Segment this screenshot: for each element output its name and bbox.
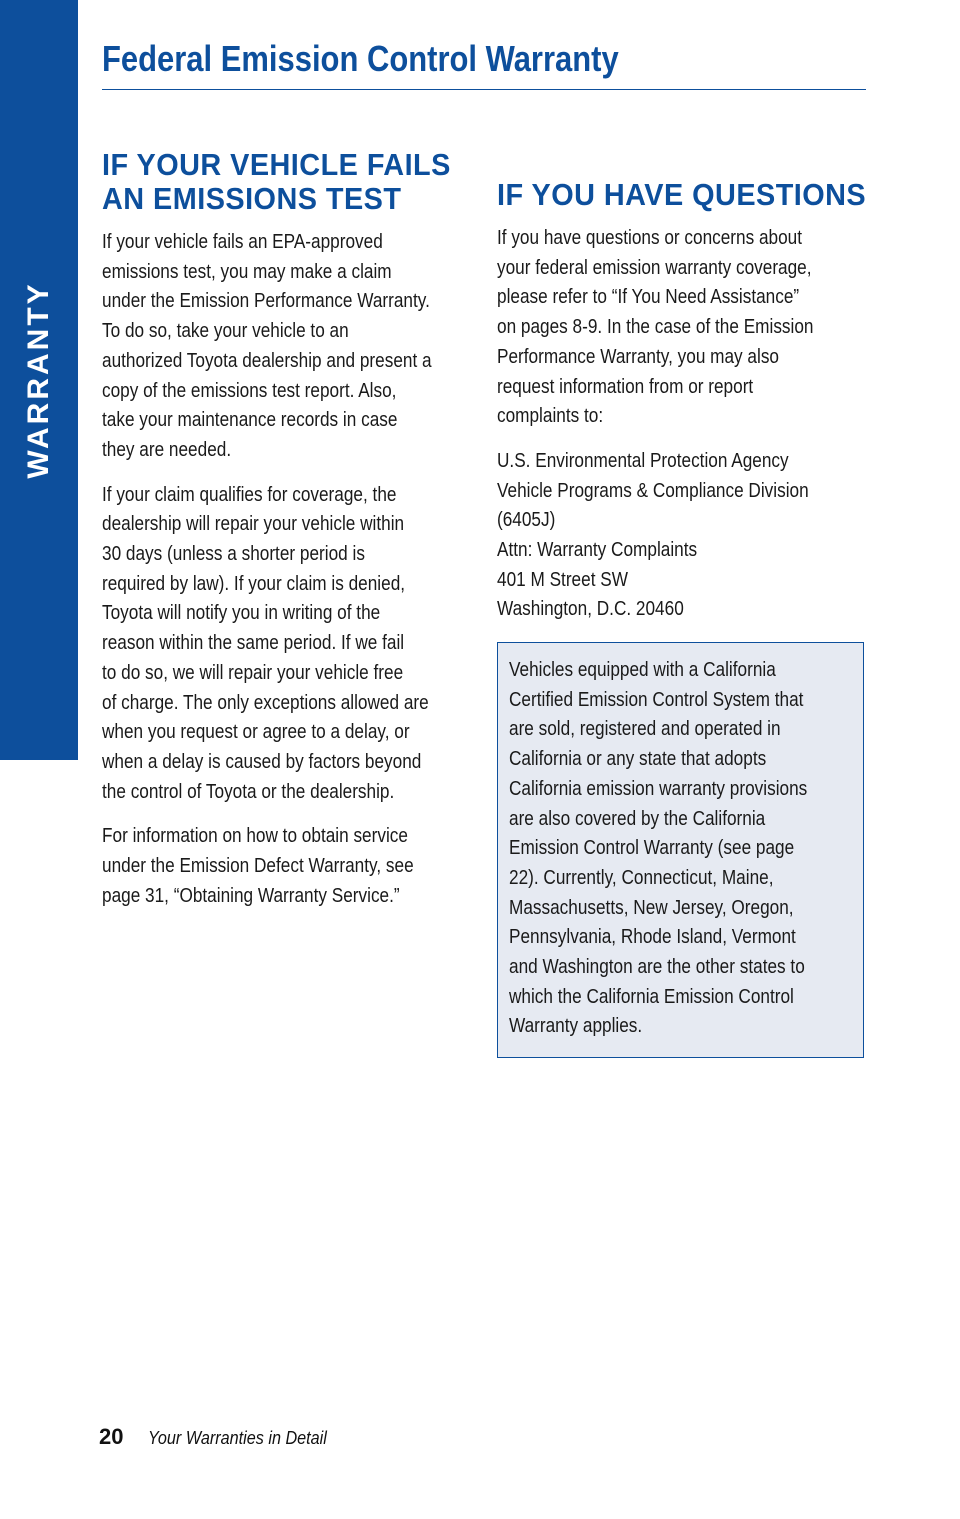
text-line: please refer to “If You Need Assistance”: [497, 286, 800, 309]
text-line: California emission warranty provisions: [509, 777, 808, 800]
text-line: California or any state that adopts: [509, 748, 767, 771]
address-line: Washington, D.C. 20460: [497, 598, 684, 621]
text-line: required by law). If your claim is denied,: [102, 572, 406, 595]
page-number: 20: [99, 1424, 124, 1449]
page-title: Federal Emission Control Warranty: [102, 38, 619, 79]
left-column: [102, 148, 472, 926]
text-line: To do so, take your vehicle to an: [102, 320, 349, 343]
text-line: they are needed.: [102, 438, 232, 461]
text-line: Performance Warranty, you may also: [497, 345, 779, 368]
paragraph-questions: [497, 224, 870, 432]
text-line: If your claim qualifies for coverage, the: [102, 483, 397, 506]
text-line: page 31, “Obtaining Warranty Service.”: [102, 884, 400, 907]
text-line: Warranty applies.: [509, 1015, 643, 1038]
text-line: are also covered by the California: [509, 807, 766, 830]
california-note-box: [497, 642, 864, 1058]
section-heading-fails-test: [102, 147, 451, 216]
address-line: Vehicle Programs & Compliance Division: [497, 479, 809, 502]
text-line: If you have questions or concerns about: [497, 227, 803, 249]
text-line: copy of the emissions test report. Also,: [102, 379, 397, 402]
text-line: For information on how to obtain service: [102, 825, 408, 848]
heading-line: IF YOUR VEHICLE FAILS: [102, 147, 451, 182]
heading-line: IF YOU HAVE QUESTIONS: [497, 177, 867, 212]
address-line: (6405J): [497, 509, 556, 532]
text-line: complaints to:: [497, 405, 604, 428]
text-line: Massachusetts, New Jersey, Oregon,: [509, 896, 794, 919]
heading-line: AN EMISSIONS TEST: [102, 181, 402, 216]
text-line: on pages 8-9. In the case of the Emission: [497, 316, 814, 339]
side-tab-label: WARRANTY: [22, 281, 55, 479]
text-line: to do so, we will repair your vehicle free: [102, 661, 404, 684]
text-line: authorized Toyota dealership and present a: [102, 349, 432, 372]
text-line: under the Emission Defect Warranty, see: [102, 855, 414, 878]
california-note-text: [509, 656, 872, 1042]
text-line: Pennsylvania, Rhode Island, Vermont: [509, 926, 796, 949]
text-line: 22). Currently, Connecticut, Maine,: [509, 866, 774, 889]
address-line: 401 M Street SW: [497, 568, 628, 591]
text-line: your federal emission warranty coverage,: [497, 256, 812, 279]
address-line: U.S. Environmental Protection Agency: [497, 449, 789, 472]
epa-address: [497, 447, 870, 625]
title-divider: [102, 89, 866, 90]
text-line: Vehicles equipped with a California: [509, 659, 776, 681]
right-column: [497, 178, 869, 640]
text-line: emissions test, you may make a claim: [102, 260, 392, 283]
text-line: when you request or agree to a delay, or: [102, 721, 410, 744]
text-line: of charge. The only exceptions allowed are: [102, 691, 429, 714]
side-tab: [0, 0, 78, 760]
text-line: when a delay is caused by factors beyond: [102, 750, 422, 773]
text-line: take your maintenance records in case: [102, 409, 398, 432]
text-line: which the California Emission Control: [509, 985, 794, 1008]
text-line: Toyota will notify you in writing of the: [102, 602, 381, 625]
paragraph-claim: [102, 228, 472, 466]
text-line: are sold, registered and operated in: [509, 718, 781, 741]
text-line: dealership will repair your vehicle within: [102, 513, 405, 536]
text-line: 30 days (unless a shorter period is: [102, 543, 365, 566]
address-line: Attn: Warranty Complaints: [497, 539, 698, 562]
paragraph-coverage: [102, 481, 472, 808]
text-line: Emission Control Warranty (see page: [509, 837, 795, 860]
section-heading-questions: [497, 177, 867, 212]
text-line: and Washington are the other states to: [509, 956, 805, 979]
text-line: under the Emission Performance Warranty.: [102, 290, 430, 313]
text-line: Certified Emission Control System that: [509, 688, 804, 711]
paragraph-service-info: [102, 822, 472, 911]
text-line: If your vehicle fails an EPA-approved: [102, 231, 383, 253]
text-line: request information from or report: [497, 375, 754, 398]
text-line: reason within the same period. If we fail: [102, 632, 405, 655]
text-line: the control of Toyota or the dealership.: [102, 780, 395, 803]
footer-section-title: Your Warranties in Detail: [148, 1428, 327, 1448]
